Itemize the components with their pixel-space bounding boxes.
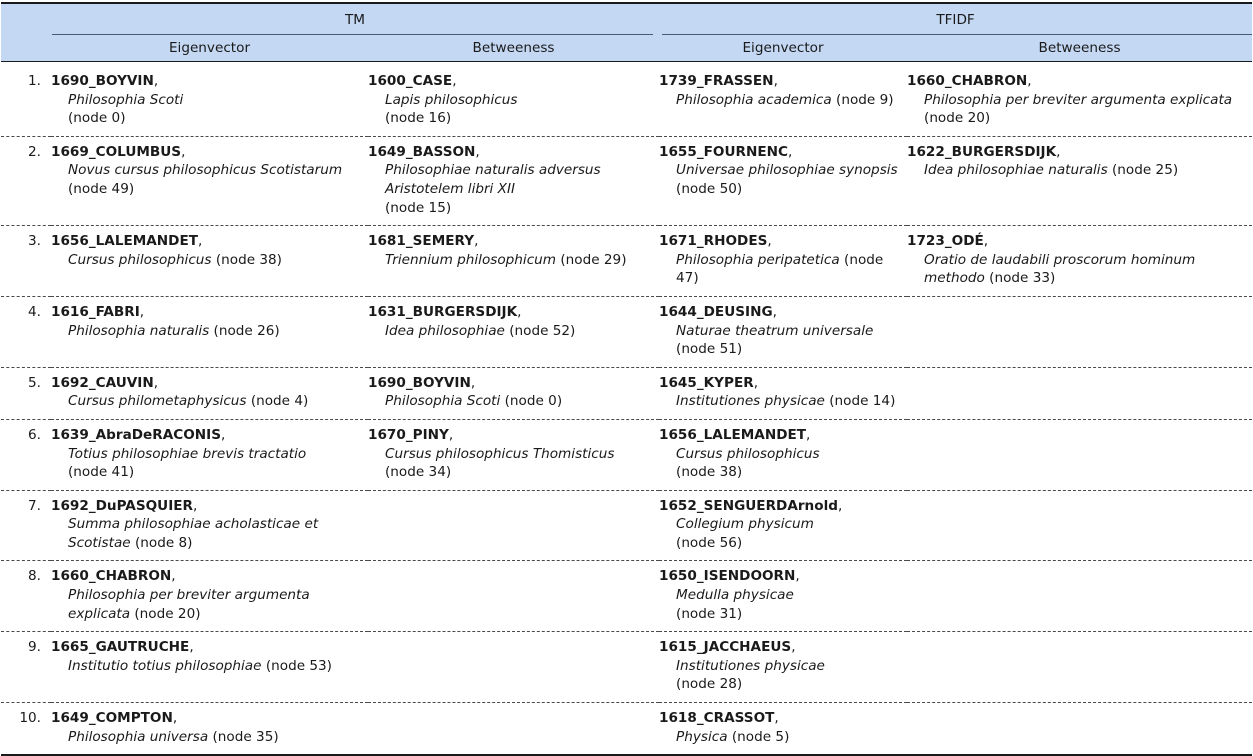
entry-title: Cursus philosophicus [68,251,212,268]
entry: 1665_GAUTRUCHE, Institutio totius philosophiae (node 53) [51,638,368,675]
entry-title: Cursus philometaphysicus [68,393,247,410]
entry-detail [51,91,368,128]
table-row [1,703,1252,756]
rank-number: 6. [1,419,51,490]
entry: 1600_CASE, Lapis philosophicus (node 16) [368,72,659,128]
entry-detail [51,657,368,676]
cell-tfidf-betweeness [907,703,1252,756]
header-group-tm-rule [52,34,653,35]
entry-title: Philosophia peripatetica [676,251,840,268]
header-group-row [1,3,1252,35]
entry-title: Triennium philosophicum [385,251,557,268]
entry: 1669_COLUMBUS, Novus cursus philosophicus Scotistarum (node 49) [51,143,368,199]
entry-detail [659,728,907,747]
entry-node: (node 38) [676,464,743,481]
table-row [1,226,1252,297]
cell-tm-eigenvector [51,136,368,225]
header-group-tfidf-rule [662,34,1252,35]
cell-tfidf-eigenvector [659,703,907,756]
header-group-tm-label: TM [344,11,366,28]
cell-tfidf-betweeness [907,66,1252,136]
cell-tfidf-eigenvector [659,136,907,225]
entry-author: 1649_COMPTON [51,710,173,727]
entry-node: (node 34) [385,464,452,481]
cell-tm-eigenvector [51,703,368,756]
entry-detail [659,657,907,694]
entry-author: 1655_FOURNENC [659,143,789,160]
entry-detail [907,251,1252,288]
entry-detail [51,392,368,411]
rank-number: 8. [1,561,51,632]
entry-node: (node 35) [208,728,279,745]
entry-author: 1618_CRASSOT [659,710,775,727]
entry-author: 1600_CASE [368,73,453,89]
entry-node: (node 20) [130,605,201,622]
cell-tm-eigenvector [51,490,368,561]
cell-tfidf-eigenvector [659,296,907,367]
entry: 1681_SEMERY, Triennium philosophicum (node 29) [368,232,659,269]
entry-title: Totius philosophiae brevis tractatio [68,445,307,462]
cell-tm-eigenvector [51,226,368,297]
header-tm-eigenvector: Eigenvector [168,40,251,56]
entry-title: Idea philosophiae naturalis [924,162,1108,179]
cell-tm-eigenvector [51,419,368,490]
entry-author: 1656_LALEMANDET [659,426,807,443]
cell-tm-betweeness [368,136,659,225]
header-group-tfidf [659,3,1252,35]
entry-title: Idea philosophiae [385,322,505,339]
rank-number: 1. [1,66,51,136]
entry-detail [659,322,907,359]
entry-author: 1615_JACCHAEUS [659,639,792,656]
entry-detail [51,445,368,482]
cell-tm-betweeness [368,66,659,136]
rank-number: 4. [1,296,51,367]
cell-tfidf-betweeness [907,296,1252,367]
entry: 1692_DuPASQUIER, Summa philosophiae acholasticae et Scotistae (node 8) [51,497,368,553]
table-row [1,490,1252,561]
header-tfidf-betweeness: Betweeness [1038,40,1121,56]
entry-author: 1692_DuPASQUIER [51,497,194,514]
cell-tfidf-eigenvector [659,226,907,297]
entry-title: Philosophia Scoti [385,393,501,410]
entry: 1622_BURGERSDIJK, Idea philosophiae naturalis (node 25) [907,143,1252,180]
cell-tfidf-eigenvector [659,490,907,561]
entry: 1616_FABRI, Philosophia naturalis (node 26) [51,303,368,340]
entry-node: (node 5) [727,728,790,745]
cell-tm-betweeness [368,561,659,632]
entry-detail [51,515,368,552]
entry-detail [907,91,1252,128]
entry-author: 1690_BOYVIN [51,73,154,89]
cell-tm-betweeness [368,632,659,703]
entry-detail [659,251,907,288]
table-body [1,62,1252,756]
entry-author: 1622_BURGERSDIJK [907,143,1057,160]
entry-node: (node 16) [385,110,452,127]
entry: 1660_CHABRON, Philosophia per breviter argumenta explicata (node 20) [907,72,1252,128]
cell-tm-eigenvector [51,66,368,136]
cell-tfidf-betweeness [907,632,1252,703]
cell-tfidf-eigenvector [659,632,907,703]
rank-number: 9. [1,632,51,703]
entry-author: 1631_BURGERSDIJK [368,303,518,320]
rank-number: 10. [1,703,51,756]
entry-detail [659,586,907,623]
entry-detail [368,251,659,270]
cell-tfidf-eigenvector [659,561,907,632]
entry-detail [51,322,368,341]
entry-node: (node 47) [676,251,888,287]
rank-number: 7. [1,490,51,561]
entry-title: Philosophia academica [676,91,832,108]
rank-number: 5. [1,367,51,419]
entry-author: 1690_BOYVIN [368,374,471,391]
entry-title: Cursus philosophicus Thomisticus [385,445,615,462]
entry: 1692_CAUVIN, Cursus philometaphysicus (node 4) [51,374,368,411]
entry: 1671_RHODES, Philosophia peripatetica (node 47) [659,232,907,288]
entry-node: (node 26) [209,322,280,339]
entry-node: (node 49) [68,180,135,197]
entry-detail [368,445,659,482]
entry: 1650_ISENDOORN, Medulla physicae (node 31) [659,567,907,623]
cell-tm-eigenvector [51,296,368,367]
entry-node: (node 53) [261,657,332,674]
entry-node: (node 20) [924,110,991,127]
entry-node: (node 56) [676,534,743,551]
entry-node: (node 4) [246,393,309,410]
entry-detail [659,445,907,482]
entry-node: (node 15) [385,199,452,216]
entry-title: Philosophia Scoti [68,91,184,108]
entry-node: (node 14) [824,393,896,410]
cell-tfidf-eigenvector [659,367,907,419]
cell-tfidf-betweeness [907,561,1252,632]
header-group-tfidf-label: TFIDF [936,11,975,28]
entry-node: (node 29) [556,251,627,268]
header-rank-blank-2 [1,35,51,62]
entry: 1739_FRASSEN, Philosophia academica (node 9) [659,72,907,109]
entry-author: 1681_SEMERY [368,233,475,250]
entry-node: (node 25) [1107,162,1179,179]
entry-title: Institutiones physicae [676,657,825,674]
entry-node: (node 8) [130,534,193,551]
entry-node: (node 38) [211,251,282,268]
entry-node: (node 31) [676,605,743,622]
entry-detail [659,392,907,411]
entry-title: Philosophia naturalis [68,322,210,339]
centrality-ranking-table [1,2,1252,756]
table-row [1,136,1252,225]
entry-author: 1645_KYPER [659,374,754,391]
entry-author: 1665_GAUTRUCHE [51,639,190,656]
entry-detail [368,91,659,128]
table-row [1,367,1252,419]
entry-detail [51,586,368,623]
cell-tfidf-betweeness [907,226,1252,297]
entry-title: Medulla physicae [676,587,794,604]
entry-node: (node 0) [500,393,563,410]
entry: 1639_AbraDeRACONIS, Totius philosophiae brevis tractatio (node 41) [51,426,368,482]
table-row [1,66,1252,136]
entry-node: (node 9) [831,91,894,108]
entry: 1655_FOURNENC, Universae philosophiae synopsis (node 50) [659,143,907,199]
entry-detail [907,161,1252,180]
entry-title: Physica [676,728,728,745]
entry-detail [659,161,907,198]
entry-author: 1660_CHABRON [907,73,1028,89]
entry-node: (node 33) [984,270,1056,287]
entry-title: Naturae theatrum universale [676,322,874,339]
entry-detail [368,161,659,217]
cell-tfidf-eigenvector [659,66,907,136]
entry-author: 1649_BASSON [368,143,476,160]
entry: 1690_BOYVIN, Philosophia Scoti (node 0) [51,72,368,128]
entry-title: Summa philosophiae acholasticae et Scotistae [68,516,319,551]
entry-author: 1656_LALEMANDET [51,233,199,250]
entry-author: 1669_COLUMBUS [51,143,182,160]
entry-author: 1652_SENGUERDArnold [659,497,838,514]
entry-detail [51,161,368,198]
cell-tfidf-betweeness [907,490,1252,561]
entry: 1644_DEUSING, Naturae theatrum universale (node 51) [659,303,907,359]
entry-title: Lapis philosophicus [385,91,518,108]
entry: 1723_ODÉ, Oratio de laudabili proscorum hominum methodo (node 33) [907,232,1252,288]
entry-title: Philosophia per breviter argumenta explicata [924,91,1233,108]
table-row [1,561,1252,632]
rank-number: 2. [1,136,51,225]
header-tm-betweeness: Betweeness [472,40,555,56]
entry-author: 1616_FABRI [51,303,140,320]
entry: 1649_BASSON, Philosophiae naturalis adversus Aristotelem libri XII (node 15) [368,143,659,217]
entry-title: Philosophia per breviter argumenta explicata [68,587,310,622]
entry-title: Institutio totius philosophiae [68,657,262,674]
entry-detail [51,728,368,747]
rank-number: 3. [1,226,51,297]
cell-tfidf-betweeness [907,136,1252,225]
entry-detail [368,392,659,411]
entry-detail [659,515,907,552]
header-subcolumn-row [1,35,1252,62]
entry: 1656_LALEMANDET, Cursus philosophicus (node 38) [51,232,368,269]
table-row [1,419,1252,490]
table-row [1,296,1252,367]
entry-author: 1723_ODÉ [907,233,984,250]
entry-title: Cursus philosophicus [676,445,820,462]
entry: 1670_PINY, Cursus philosophicus Thomisticus (node 34) [368,426,659,482]
entry-author: 1644_DEUSING [659,303,773,320]
entry: 1649_COMPTON, Philosophia universa (node 35) [51,709,368,746]
cell-tm-betweeness [368,296,659,367]
entry-author: 1670_PINY [368,426,449,443]
entry: 1656_LALEMANDET, Cursus philosophicus (node 38) [659,426,907,482]
table-row [1,632,1252,703]
entry-title: Institutiones physicae [676,393,825,410]
entry: 1652_SENGUERDArnold, Collegium physicum (node 56) [659,497,907,553]
cell-tm-betweeness [368,490,659,561]
header-tfidf-eigenvector: Eigenvector [742,40,824,56]
cell-tm-eigenvector [51,561,368,632]
entry-node: (node 50) [676,180,743,197]
entry-detail [51,251,368,270]
cell-tm-betweeness [368,419,659,490]
entry-title: Oratio de laudabili proscorum hominum methodo [924,251,1196,287]
cell-tfidf-eigenvector [659,419,907,490]
entry-title: Novus cursus philosophicus Scotistarum [68,162,343,179]
entry-node: (node 51) [676,341,743,358]
entry-node: (node 52) [504,322,576,339]
entry-detail [659,91,907,110]
entry: 1631_BURGERSDIJK, Idea philosophiae (node 52) [368,303,659,340]
entry-author: 1639_AbraDeRACONIS [51,426,222,443]
entry-author: 1650_ISENDOORN [659,568,796,585]
entry-title: Philosophiae naturalis adversus Aristotelem libri XII [385,162,601,197]
entry: 1615_JACCHAEUS, Institutiones physicae (node 28) [659,638,907,694]
entry-node: (node 0) [68,110,126,127]
cell-tm-eigenvector [51,632,368,703]
cell-tm-betweeness [368,367,659,419]
entry: 1645_KYPER, Institutiones physicae (node 14) [659,374,907,411]
cell-tm-betweeness [368,226,659,297]
cell-tfidf-betweeness [907,367,1252,419]
entry-title: Collegium physicum [676,516,814,533]
entry-node: (node 28) [676,676,743,693]
entry-title: Philosophia universa [68,728,209,745]
cell-tfidf-betweeness [907,419,1252,490]
header-rank-blank [1,3,51,35]
entry-author: 1660_CHABRON [51,568,172,585]
entry: 1660_CHABRON, Philosophia per breviter argumenta explicata (node 20) [51,567,368,623]
cell-tm-betweeness [368,703,659,756]
entry: 1690_BOYVIN, Philosophia Scoti (node 0) [368,374,659,411]
entry: 1618_CRASSOT, Physica (node 5) [659,709,907,746]
entry-author: 1739_FRASSEN [659,73,774,89]
entry-detail [368,322,659,341]
entry-author: 1671_RHODES [659,233,768,250]
entry-node: (node 41) [68,464,135,481]
header-group-tm [51,3,659,35]
entry-title: Universae philosophiae synopsis [676,162,898,179]
cell-tm-eigenvector [51,367,368,419]
table-header [1,3,1252,62]
entry-author: 1692_CAUVIN [51,374,154,391]
